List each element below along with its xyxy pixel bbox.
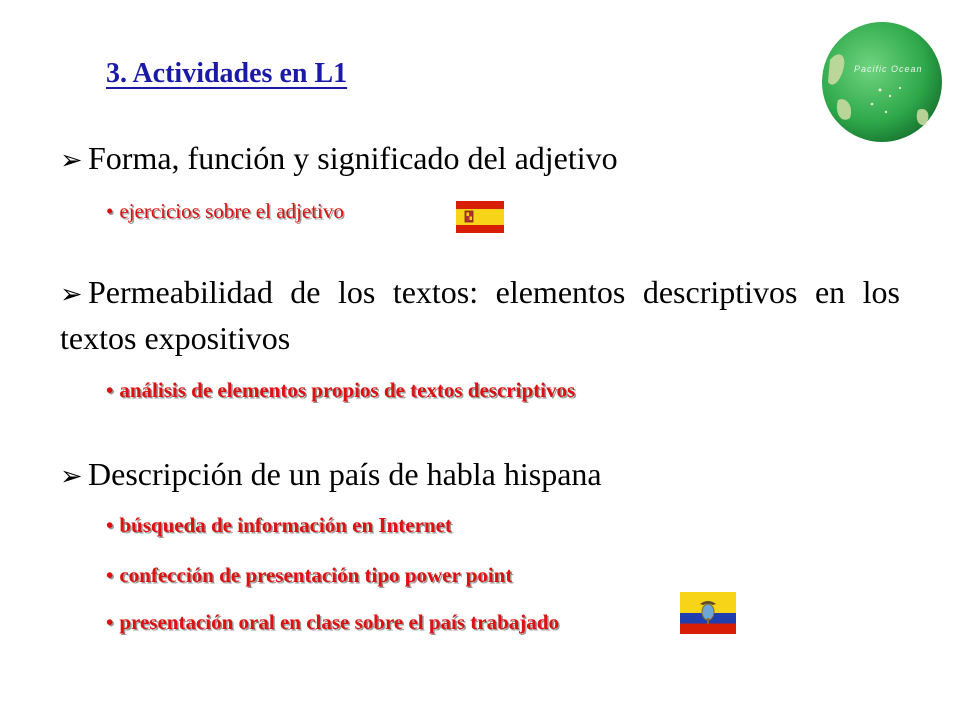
heading-text: Permeabilidad de los textos: elementos descriptivos en los textos expositivos: [60, 274, 900, 356]
list-item: • confección de presentación tipo power point: [106, 563, 513, 587]
spain-flag-icon: [456, 201, 504, 233]
bullet-dot-icon: •: [106, 378, 114, 402]
arrow-bullet-icon: ➢: [60, 279, 83, 309]
bullet-dot-icon: •: [106, 513, 114, 537]
globe-label: Pacific Ocean: [854, 64, 923, 74]
list-item: • presentación oral en clase sobre el país trabajado: [106, 610, 559, 634]
list-item: • ejercicios sobre el adjetivo: [106, 199, 344, 223]
globe-icon: [820, 20, 944, 144]
ecuador-flag-icon: [680, 592, 736, 634]
heading-text: Descripción de un país de habla hispana: [88, 456, 602, 492]
list-item: • análisis de elementos propios de textos descriptivos: [106, 378, 576, 402]
arrow-bullet-icon: ➢: [60, 145, 83, 175]
bullet-dot-icon: •: [106, 563, 114, 587]
bullet-dot-icon: •: [106, 199, 114, 223]
section-heading-permeabilidad: [60, 270, 900, 360]
heading-text: Forma, función y significado del adjetivo: [88, 140, 618, 176]
slide-title: 3. Actividades en L1: [106, 58, 348, 89]
section-heading-adjetivo: [60, 136, 900, 182]
list-item: • búsqueda de información en Internet: [106, 513, 452, 537]
arrow-bullet-icon: ➢: [60, 461, 83, 491]
bullet-dot-icon: •: [106, 610, 114, 634]
section-heading-descripcion: [60, 452, 900, 498]
